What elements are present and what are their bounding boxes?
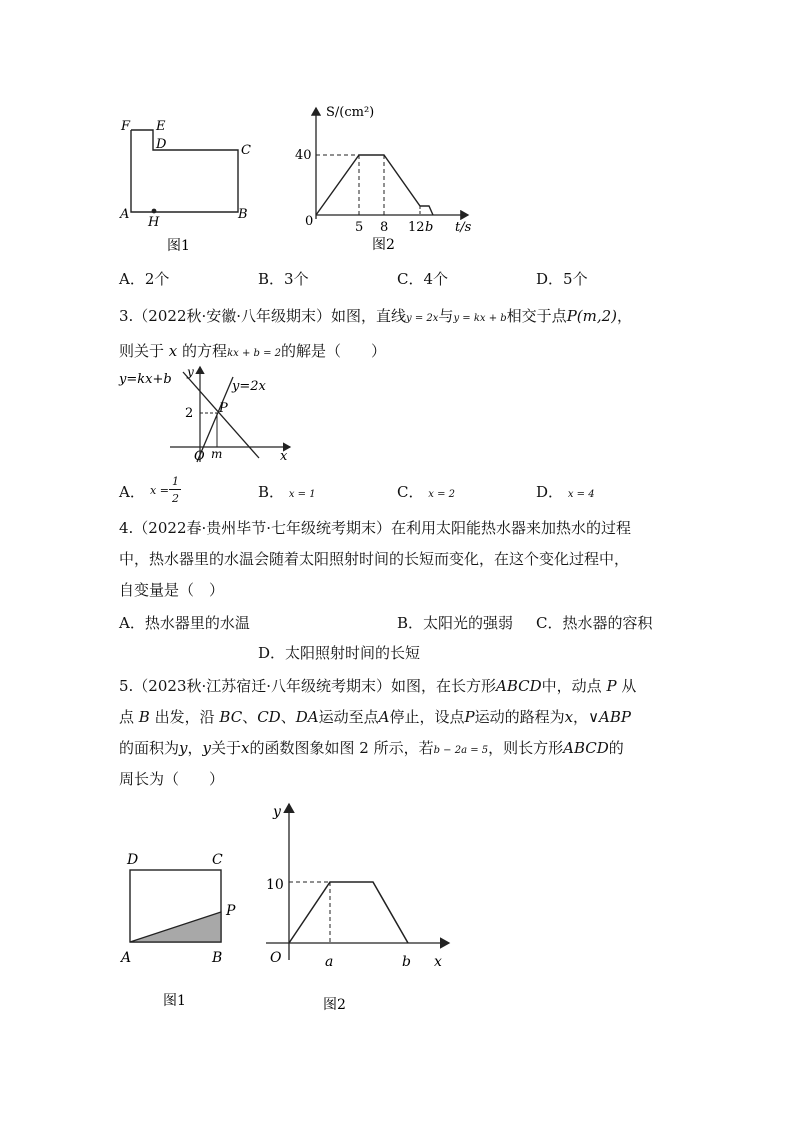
- q5-text: 运动至点: [318, 708, 379, 726]
- option-text: 热水器里的水温: [144, 614, 250, 632]
- q5-text: 运动的路程为: [474, 708, 565, 726]
- q3-graph: [115, 362, 305, 472]
- q5-fig1-label-b: B: [212, 950, 223, 966]
- q5-fig1-caption: 图1: [163, 993, 186, 1009]
- q3-text: 则关于: [119, 342, 165, 360]
- q5-text: 的面积为: [119, 739, 180, 757]
- q2-fig2-xlabel: t/s: [455, 220, 472, 235]
- q3-text: 的解是（ ）: [281, 342, 387, 360]
- q5-math: A: [378, 708, 390, 726]
- q2-fig2-xtick-8: 8: [380, 220, 389, 235]
- option-letter: A．: [119, 614, 145, 632]
- q2-fig1-label-b: B: [238, 207, 248, 222]
- q3-opt-a-num: 1: [172, 475, 179, 488]
- q5-text: 中，动点: [541, 677, 602, 695]
- q4-option-c[interactable]: [536, 614, 653, 632]
- q2-figure1: [110, 110, 260, 255]
- q3-option-b[interactable]: [258, 483, 316, 504]
- q5-math: CD: [257, 708, 281, 726]
- q4-stem-line3: 自变量是（ ）: [119, 581, 225, 599]
- q5-math: B: [138, 708, 150, 726]
- q4-option-b[interactable]: [397, 614, 513, 632]
- q2-fig2-origin: 0: [305, 214, 314, 229]
- option-letter: D．: [536, 270, 564, 288]
- q2-option-b[interactable]: [258, 270, 309, 288]
- q5-fig2-caption: 图2: [323, 997, 346, 1013]
- q3-var: x: [168, 342, 178, 360]
- q3-option-d[interactable]: [536, 483, 595, 504]
- q3-option-c[interactable]: [397, 483, 455, 504]
- q5-eq: b − 2a = 5: [433, 745, 489, 756]
- option-text: x = 4: [567, 489, 595, 500]
- q2-fig2-xtick-12: 12: [408, 220, 425, 235]
- q5-fig2-origin: O: [270, 950, 282, 966]
- q2-fig2-xtick-5: 5: [355, 220, 364, 235]
- option-text: 太阳光的强弱: [423, 614, 514, 632]
- q4-option-d[interactable]: [258, 644, 420, 662]
- q3-text: 3.（2022秋·安徽·八年级期末）如图，直线: [119, 307, 407, 325]
- q5-math: DA: [295, 708, 319, 726]
- option-letter: A．: [119, 483, 145, 501]
- q3-stem-line2: [119, 342, 386, 363]
- q2-fig1-point-h: [152, 209, 157, 214]
- q5-figure2: [260, 798, 460, 1020]
- q5-fig2-label-x: x: [434, 954, 442, 970]
- q4-stem-line2: 中，热水器里的水温会随着太阳照射时间的长短而变化，在这个变化过程中，: [119, 550, 630, 568]
- q5-fig2-tick-a: a: [325, 954, 334, 970]
- q3-label-x: x: [280, 449, 288, 464]
- q5-math: ∨ABP: [588, 708, 631, 726]
- q5-math: ABCD: [496, 677, 542, 695]
- q5-stem-line1: [119, 677, 636, 695]
- q3-label-y: y: [187, 365, 194, 379]
- q3-eq2: y = kx + b: [453, 313, 507, 324]
- q2-option-a[interactable]: [119, 270, 169, 288]
- q2-fig2-ylabel: S/(cm²): [326, 105, 375, 120]
- q5-stem-line4: 周长为（ ）: [119, 770, 225, 788]
- q3-text: 与: [438, 307, 454, 325]
- q2-fig1-label-c: C: [241, 143, 251, 158]
- q3-opt-a-fracbar: [169, 489, 181, 490]
- q5-text: 、: [242, 708, 258, 726]
- q5-text: 点: [119, 708, 135, 726]
- option-text: 热水器的容积: [562, 614, 653, 632]
- option-text: 太阳照射时间的长短: [285, 644, 421, 662]
- q5-fig1-label-a: A: [121, 950, 132, 966]
- q2-fig1-label-e: E: [156, 119, 166, 134]
- option-letter: B．: [258, 270, 285, 288]
- q2-fig1-label-d: D: [156, 137, 167, 152]
- option-text: 2个: [144, 270, 170, 288]
- q3-label-tick-2: 2: [185, 406, 194, 421]
- q2-fig2-xtick-b: b: [425, 220, 434, 235]
- q2-fig1-shape: [131, 130, 238, 212]
- q5-fig2-tick-b: b: [402, 954, 411, 970]
- q4-stem-line1: 4.（2022春·贵州毕节·七年级统考期末）在利用太阳能热水器来加热水的过程: [119, 519, 632, 537]
- q5-fig1-label-p: P: [226, 903, 236, 919]
- q3-label-kxb: y=kx+b: [119, 372, 172, 387]
- q2-fig1-label-h: H: [148, 215, 160, 230]
- q3-eq1: y = 2x: [406, 313, 439, 324]
- q5-math: y: [179, 739, 188, 757]
- q5-stem-line2: [119, 708, 631, 726]
- q5-text: 停止，设点: [389, 708, 465, 726]
- option-text: x = 1: [288, 489, 316, 500]
- q2-fig2-graph-line: [316, 155, 433, 215]
- q5-text: 、: [280, 708, 296, 726]
- q5-fig1-label-c: C: [212, 852, 223, 868]
- option-letter: C．: [397, 270, 424, 288]
- q2-fig1-caption: 图1: [167, 238, 190, 254]
- q5-text: 5.（2023秋·江苏宿迁·八年级统考期末）如图，在长方形: [119, 677, 497, 695]
- q5-text: 的函数图象如图 2 所示，若: [249, 739, 434, 757]
- q5-figure1: [112, 845, 252, 1015]
- q3-eq3: kx + b = 2: [227, 348, 281, 359]
- option-text: 4个: [423, 270, 449, 288]
- q3-label-y2x: y=2x: [232, 379, 266, 394]
- q4-option-a[interactable]: [119, 614, 250, 632]
- q5-fig1-shaded-triangle: [130, 912, 221, 942]
- q5-math: x: [241, 739, 250, 757]
- option-letter: D．: [258, 644, 286, 662]
- q5-text: ，: [187, 739, 203, 757]
- q3-opt-a-lhs: x =: [150, 484, 169, 497]
- q5-fig2-graph-line: [289, 882, 408, 943]
- q5-math: P: [464, 708, 475, 726]
- q3-text: 的方程: [182, 342, 228, 360]
- q5-math: BC: [219, 708, 243, 726]
- option-letter: D．: [536, 483, 564, 501]
- q5-fig1-label-d: D: [127, 852, 139, 868]
- q5-text: ，: [573, 708, 589, 726]
- q5-math: x: [564, 708, 574, 726]
- q5-stem-line3: [119, 739, 624, 760]
- q3-point: P(m,2): [566, 307, 618, 325]
- option-text: 5个: [563, 270, 588, 288]
- q5-fig2-ytick-10: 10: [266, 877, 284, 893]
- q5-text: 关于: [211, 739, 242, 757]
- q5-text: 出发，沿: [154, 708, 215, 726]
- q2-fig2-ytick-40: 40: [295, 148, 312, 163]
- q2-fig2-caption: 图2: [372, 237, 395, 253]
- q2-fig1-label-a: A: [120, 207, 130, 222]
- q5-fig2-label-y: y: [273, 804, 281, 820]
- q5-math: y: [202, 739, 211, 757]
- option-text: 3个: [284, 270, 309, 288]
- q2-fig1-label-f: F: [121, 119, 131, 134]
- q5-text: 从: [621, 677, 637, 695]
- q3-text: ，: [617, 307, 633, 325]
- q3-label-origin: O: [194, 449, 205, 464]
- option-letter: C．: [397, 483, 424, 501]
- q5-text: ，则长方形: [488, 739, 564, 757]
- q5-math: P: [606, 677, 617, 695]
- option-letter: C．: [536, 614, 563, 632]
- q5-text: 的: [608, 739, 624, 757]
- q3-label-m: m: [211, 447, 223, 461]
- q5-math: ABCD: [563, 739, 609, 757]
- q3-text: 相交于点: [506, 307, 567, 325]
- q2-option-c[interactable]: [397, 270, 448, 288]
- option-text: x = 2: [428, 489, 456, 500]
- option-letter: B．: [258, 483, 285, 501]
- option-letter: B．: [397, 614, 424, 632]
- q2-figure2: [295, 100, 485, 255]
- q3-stem-line1: [119, 307, 632, 328]
- q3-opt-a-den: 2: [172, 492, 179, 505]
- q2-option-d[interactable]: [536, 270, 588, 288]
- q3-label-p: P: [219, 401, 228, 416]
- q3-option-a[interactable]: [119, 483, 145, 501]
- option-letter: A．: [119, 270, 145, 288]
